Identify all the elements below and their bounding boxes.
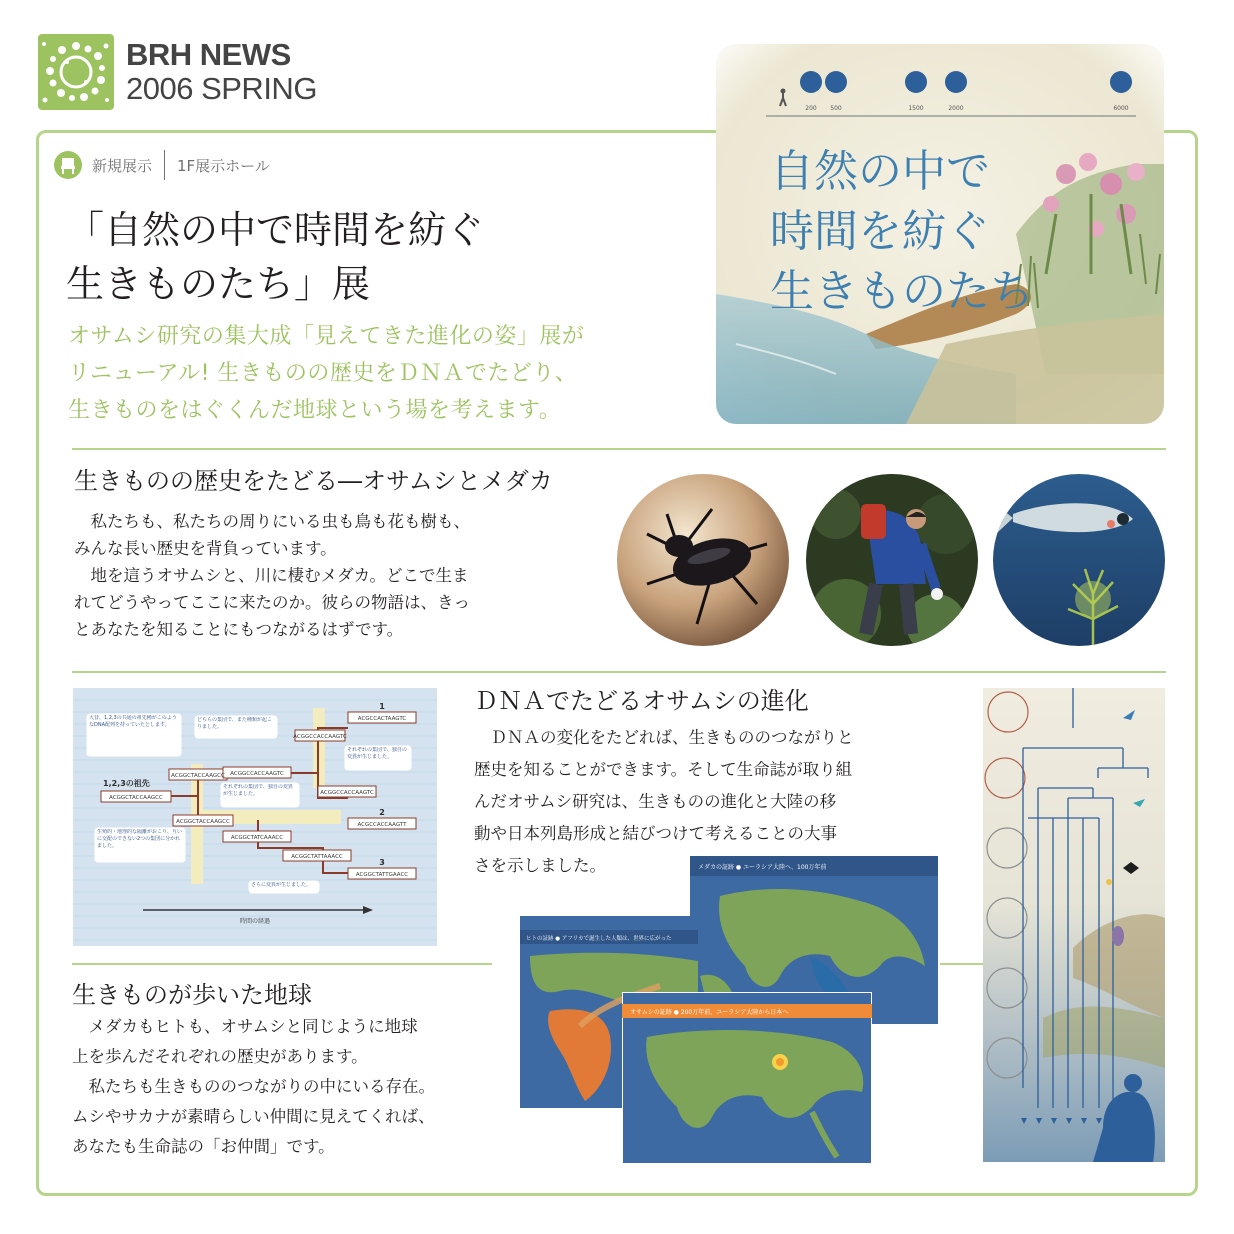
lineage-number: 3 bbox=[379, 858, 385, 867]
article-title bbox=[66, 203, 666, 311]
lead-line: オサムシ研究の集大成「見えてきた進化の姿」展が bbox=[68, 324, 585, 349]
poster-title-line: 自然の中で bbox=[770, 146, 990, 197]
axis-label: 時間の経過 bbox=[239, 918, 271, 925]
dna-sequence: ACGGCCACCAAGTC bbox=[293, 734, 347, 740]
timeline-label: 500 bbox=[830, 105, 842, 112]
body-line: 上を歩んだそれぞれの歴史があります。 bbox=[72, 1047, 368, 1066]
dna-sequence: ACGGCTACCAAGCC bbox=[176, 819, 230, 825]
map-title: メダカの証跡 ● ユーラシア大陸へ、100万年前 bbox=[698, 864, 827, 871]
brh-logo bbox=[38, 34, 114, 110]
section-divider bbox=[72, 963, 492, 965]
body-line: ムシやサカナが素晴らしい仲間に見えてくれば、 bbox=[72, 1107, 435, 1126]
section-divider bbox=[940, 963, 983, 965]
body-line: んだオサムシ研究は、生きものの進化と大陸の移 bbox=[474, 792, 837, 811]
dna-sequence: ACGCCACCAAGTT bbox=[357, 822, 407, 828]
evolution-continent-illustration bbox=[983, 688, 1165, 1162]
timeline-label: 1500 bbox=[908, 105, 924, 112]
diagram-note: 生殖的・地理的な隔離がおこり、互いに交配のできない2つの集団に分かれました。 bbox=[97, 829, 183, 849]
dna-sequence: ACGCCACTAAGTC bbox=[357, 716, 407, 722]
exhibition-icon bbox=[54, 151, 82, 179]
section1-body bbox=[74, 508, 594, 643]
dna-sequence: ACGGCTACCAAGCC bbox=[109, 795, 163, 801]
timeline-label: 200 bbox=[805, 105, 817, 112]
diagram-note: 大昔、1,2,3の共通の祖先種がこのようなDNA配列を持っていたとします。 bbox=[89, 715, 177, 728]
dna-sequence: ACGGCTATTGAACC bbox=[355, 872, 409, 878]
body-line: とあなたを知ることにもつながるはずです。 bbox=[74, 620, 404, 639]
section3-heading: 生きものが歩いた地球 bbox=[72, 981, 312, 1009]
masthead bbox=[126, 38, 426, 106]
issue-label: 2006 SPRING bbox=[126, 71, 317, 106]
body-line: 地を這うオサムシと、川に棲むメダカ。どこで生ま bbox=[74, 566, 469, 585]
title-line: 生きものたち」展 bbox=[66, 262, 371, 306]
diagram-note: それぞれの集団で、独自の変異が生じました。 bbox=[347, 747, 407, 760]
dna-sequence: ACGGCTATTAAACC bbox=[291, 854, 343, 860]
dna-sequence: ACGGCCACCAAGTC bbox=[230, 771, 284, 777]
dna-sequence: ACGGCCACCAAGTC bbox=[320, 790, 374, 796]
category-label: 新規展示 bbox=[92, 156, 153, 175]
section2-heading: ＤＮＡでたどるオサムシの進化 bbox=[474, 687, 809, 715]
body-line: さを示しました。 bbox=[474, 856, 606, 875]
section-divider bbox=[72, 448, 1166, 450]
dna-sequence: ACGGCTACCAAGCC bbox=[171, 773, 225, 779]
lineage-number: 1 bbox=[379, 702, 385, 711]
poster-title-line: 時間を紡ぐ bbox=[770, 206, 990, 257]
photo-ground-beetle bbox=[617, 474, 789, 646]
timeline-label: 2000 bbox=[948, 105, 964, 112]
location-label: 1F展示ホール bbox=[177, 156, 270, 175]
article-lead bbox=[68, 318, 708, 429]
diagram-note: どちらの集団で、また種類が起こりました。 bbox=[197, 717, 272, 730]
map-title: オサムシの証跡 ● 200万年前、ユーラシア大陸から日本へ bbox=[630, 1009, 789, 1016]
diagram-note: それぞれの集団で、独自の変異が生じました。 bbox=[223, 784, 293, 797]
section1-heading: 生きものの歴史をたどる―オサムシとメダカ bbox=[74, 467, 553, 495]
body-line: れてどうやってここに来たのか。彼らの物語は、きっ bbox=[74, 593, 470, 612]
photo-medaka-fish bbox=[993, 474, 1165, 646]
lineage-number: 2 bbox=[379, 808, 385, 817]
brand-name: BRH NEWS bbox=[126, 37, 291, 72]
body-line: ＤＮＡの変化をたどれば、生きもののつながりと bbox=[474, 728, 854, 747]
poster-title bbox=[770, 142, 1070, 322]
category-divider bbox=[164, 150, 165, 180]
body-line: メダカもヒトも、オサムシと同じように地球 bbox=[72, 1017, 418, 1036]
body-line: 動や日本列島形成と結びつけて考えることの大事 bbox=[474, 824, 837, 843]
body-line: あなたも生命誌の「お仲間」です。 bbox=[72, 1137, 335, 1156]
lead-line: 生きものをはぐくんだ地球という場を考えます。 bbox=[68, 398, 562, 423]
dna-sequence: ACGGCTATCAAACC bbox=[230, 835, 284, 841]
body-line: 私たちも、私たちの周りにいる虫も鳥も花も樹も、 bbox=[74, 512, 470, 531]
photo-researcher-collecting bbox=[806, 474, 978, 646]
lead-line: リニューアル! 生きものの歴史をＤＮＡでたどり、 bbox=[68, 361, 578, 386]
category-line bbox=[54, 148, 270, 182]
section3-body bbox=[72, 1012, 522, 1162]
map-ground-beetle-dispersal bbox=[622, 992, 872, 1164]
diagram-note: さらに変異が生じました。 bbox=[251, 882, 312, 888]
ancestor-label: 1,2,3の祖先 bbox=[103, 779, 150, 788]
body-line: 歴史を知ることができます。そして生命誌が取り組 bbox=[474, 760, 853, 779]
section-divider bbox=[72, 671, 1166, 673]
map-title: ヒトの証跡 ● アフリカで誕生した人類は、世界に広がった bbox=[526, 936, 672, 942]
body-line: みんな長い歴史を背負っています。 bbox=[74, 539, 337, 558]
dna-phylogeny-diagram bbox=[73, 688, 437, 946]
poster-title-line: 生きものたち bbox=[770, 266, 1034, 317]
body-line: 私たちも生きもののつながりの中にいる存在。 bbox=[72, 1077, 435, 1096]
title-line: 「自然の中で時間を紡ぐ bbox=[66, 208, 485, 252]
timeline-label: 6000 bbox=[1113, 105, 1129, 112]
